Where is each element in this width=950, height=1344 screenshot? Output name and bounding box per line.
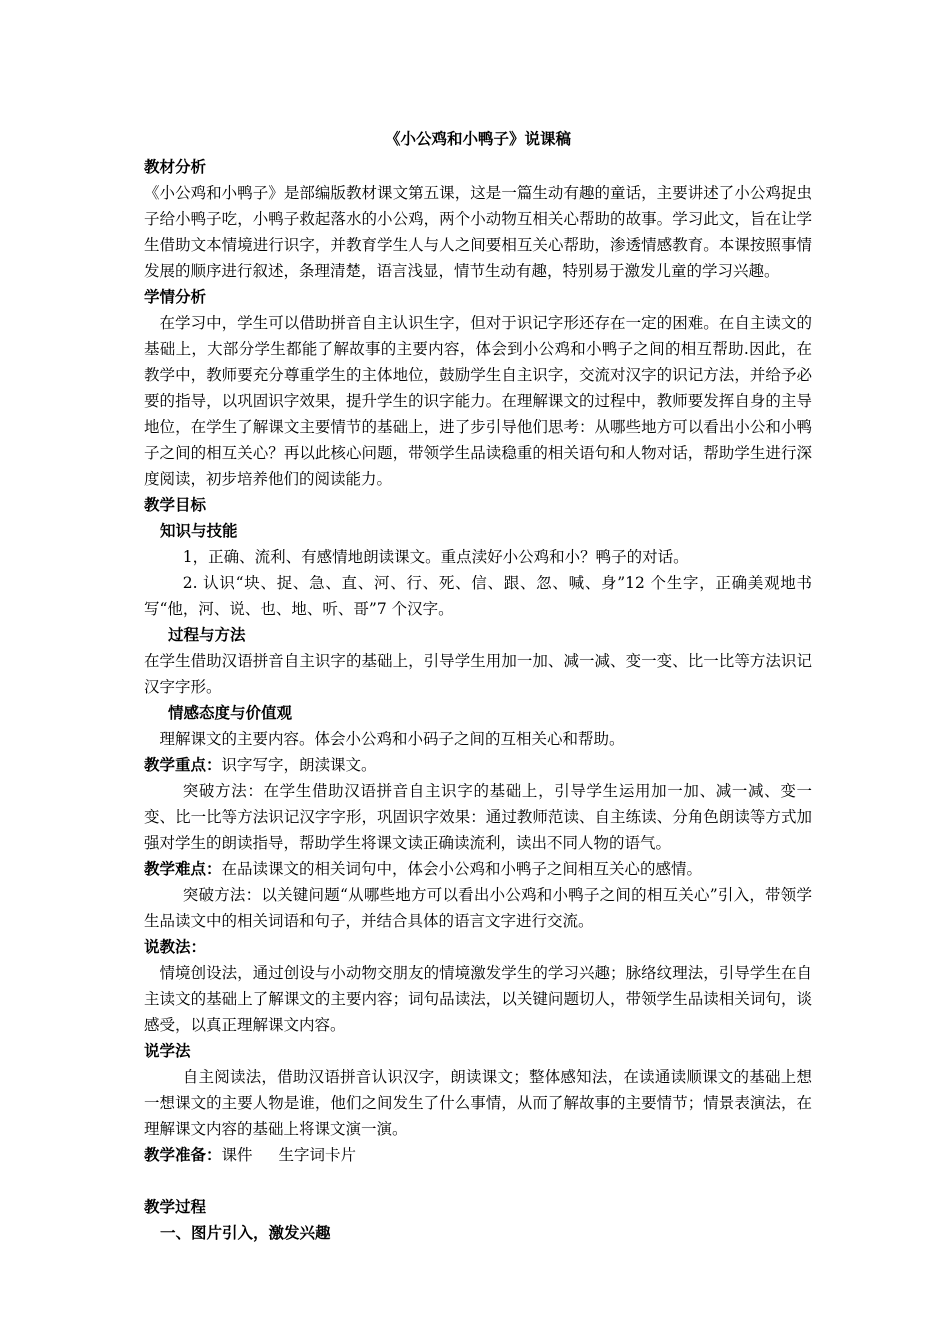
goal-item-4: 理解课文的主要内容。体会小公鸡和小码子之间的互相关心和帮助。: [159, 730, 625, 748]
teaching-methods-paragraph: 情境创设法，通过创设与小动物交朋友的情境激发学生的学习兴趣；脉络纹理法，引导学生在自主读文的基础上了解课文的主要内容；词句品读法，以关键问题切人，带领学生品读相关词句，谈感受，以真正理解课文内容。: [144, 964, 812, 1034]
goal-item-2: 2. 认识“块、捉、急、直、河、行、死、信、跟、忽、喊、身”12 个生字，正确美观地书写“他，河、说、也、地、听、哥”7 个汉字。: [144, 574, 812, 618]
goal-item-1: 1，正确、流利、有感情地朗读课文。重点渎好小公鸡和小？鸭子的对话。: [182, 548, 689, 566]
textbook-analysis-paragraph: 《小公鸡和小鸭子》是部编版教材课文第五课，这是一篇生动有趣的童话，主要讲述了小公鸡捉虫子给小鸭子吃，小鸭子救起落水的小公鸡，两个小动物互相关心帮助的故事。学习此文，旨在让学生借助文本情境进行识字，并教育学生人与人之间要相互关心帮助，渗透情感教育。本课按照事情发展的顺序进行叙述，条理清楚，语言浅显，情节生动有趣，特别易于激发儿童的学习兴趣。: [144, 184, 812, 280]
preparation-item-cards: 生字词卡片: [278, 1146, 357, 1164]
difficulty-label: 教学难点：: [144, 860, 222, 878]
document-page: [144, 126, 812, 1246]
process-step-1-heading: 一、图片引入，激发兴趣: [160, 1224, 331, 1242]
section-heading-textbook-analysis: 教材分析: [144, 158, 207, 176]
preparation-line: [144, 1142, 812, 1168]
difficulty-method: 突破方法：以关键问题“从哪些地方可以看出小公鸡和小鸭子之间的相互关心”引入，带领学生品读文中的相关词语和句子，并结合具体的语言文字进行交流。: [144, 886, 812, 930]
subheading-process-methods: 过程与方法: [168, 626, 246, 644]
subheading-emotion-values: 情感态度与价值观: [168, 704, 293, 722]
preparation-label: 教学准备：: [144, 1146, 222, 1164]
section-heading-student-analysis: 学情分析: [144, 288, 207, 306]
section-heading-teaching-process: 教学过程: [144, 1198, 207, 1216]
preparation-item-courseware: 课件: [221, 1146, 253, 1164]
section-heading-teaching-methods: 说教法：: [144, 938, 207, 956]
learning-methods-paragraph: 自主阅读法，借助汉语拼音认识汉字，朗读课文；整体感知法，在读通读顺课文的基础上想一想课文的主要人物是谁，他们之间发生了什么事情，从而了解故事的主要情节；情景表演法，在理解课文内容的基础上将课文演一演。: [144, 1068, 812, 1138]
student-analysis-paragraph: 在学习中，学生可以借助拼音自主认识生字，但对于识记字形还存在一定的困难。在自主读文的基础上，大部分学生都能了解故事的主要内容，体会到小公鸡和小鸭子之间的相互帮助.因此，在教学中，教师要充分尊重学生的主体地位，鼓励学生自主识字，交流对汉字的识记方法，并给予必要的指导，以巩固识字效果，提升学生的识字能力。在理解课文的过程中，教师要发挥自身的主导地位，在学生了解课文主要情节的基础上，进了步引导他们思考：从哪些地方可以看出小公和小鸭子之间的相互关心？再以此核心问题，带领学生品读稳重的相关语句和人物对话，帮助学生进行深度阅读，初步培养他们的阅读能力。: [144, 314, 812, 488]
key-points-label: 教学重点：: [144, 756, 222, 774]
document-title: 《小公鸡和小鸭子》说课稿: [384, 130, 571, 148]
key-points-line: [144, 752, 812, 778]
difficulty-line: [144, 856, 812, 882]
section-heading-teaching-goals: 教学目标: [144, 496, 207, 514]
difficulty-text: 在品读课文的相关词句中，体会小公鸡和小鸭子之间相互关心的感情。: [221, 860, 703, 878]
key-points-text: 识字写字，朗渎课文。: [221, 756, 377, 774]
goal-item-3: 在学生借助汉语拼音自主识字的基础上，引导学生用加一加、减一减、变一变、比一比等方法识记汉字字形。: [144, 652, 812, 696]
subheading-knowledge-skills: 知识与技能: [160, 522, 238, 540]
section-heading-learning-methods: 说学法: [144, 1042, 191, 1060]
key-points-method: 突破方法：在学生借助汉语拼音自主识字的基础上，引导学生运用加一加、减一减、变一变、比一比等方法识记汉字字形，巩固识字效果：通过教师范读、自主练读、分角色朗读等方式加强对学生的朗读指导，帮助学生将课文读正确读流利，读出不同人物的语气。: [144, 782, 812, 852]
